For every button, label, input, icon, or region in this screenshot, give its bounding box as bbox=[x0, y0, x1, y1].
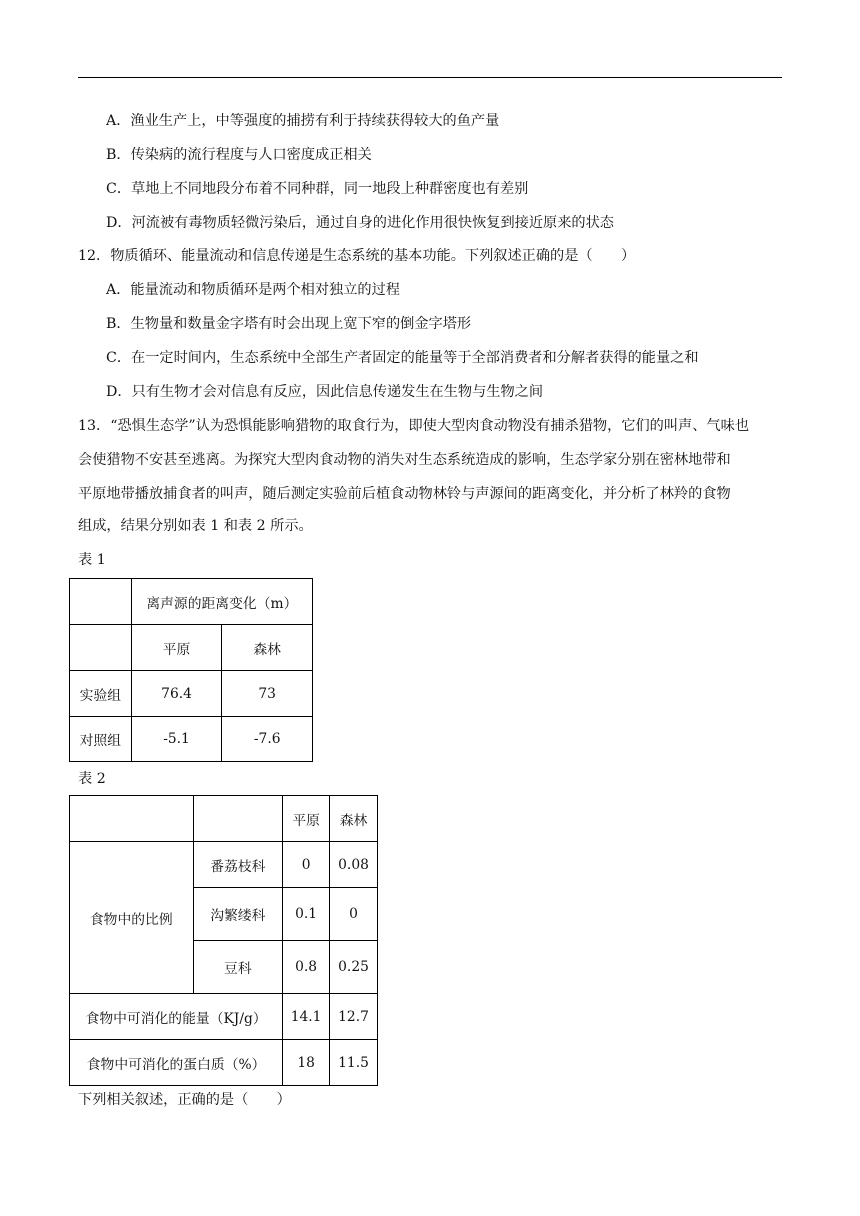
header-rule bbox=[78, 77, 782, 78]
q12-option-c: C．在一定时间内，生态系统中全部生产者固定的能量等于全部消费者和分解者获得的能量之和 bbox=[106, 350, 699, 366]
table1-cell: -7.6 bbox=[222, 717, 313, 762]
table1-cell: 73 bbox=[222, 671, 313, 717]
table1-caption: 表 1 bbox=[78, 552, 106, 568]
table2-col-plain: 平原 bbox=[283, 796, 330, 842]
table2-col-forest: 森林 bbox=[330, 796, 378, 842]
q13-stem-line-1: 13．“恐惧生态学”认为恐惧能影响猎物的取食行为，即使大型肉食动物没有捕杀猎物，它们的叫声、气味也 bbox=[78, 418, 750, 434]
q12-option-d: D．只有生物才会对信息有反应，因此信息传递发生在生物与生物之间 bbox=[106, 384, 544, 400]
q11-option-a: A．渔业生产上，中等强度的捕捞有利于持续获得较大的鱼产量 bbox=[106, 113, 500, 129]
table1 bbox=[69, 578, 313, 762]
table1-cell: -5.1 bbox=[131, 717, 222, 762]
table1-empty-cell bbox=[70, 625, 132, 671]
table1-row-label: 对照组 bbox=[70, 717, 132, 762]
table2-cell: 11.5 bbox=[330, 1040, 378, 1086]
table1-col-forest: 森林 bbox=[222, 625, 313, 671]
table2-cell: 14.1 bbox=[283, 994, 330, 1040]
table2-sub-label: 番荔枝科 bbox=[193, 842, 283, 888]
table2-cell: 0.1 bbox=[283, 888, 330, 941]
q13-stem-line-2: 会使猎物不安甚至逃离。为探究大型肉食动物的消失对生态系统造成的影响，生态学家分别在密林地带和 bbox=[78, 452, 731, 468]
table2-corner-cell bbox=[70, 796, 194, 842]
table2-group-label: 食物中的比例 bbox=[70, 842, 194, 994]
q12-option-b: B．生物量和数量金字塔有时会出现上宽下窄的倒金字塔形 bbox=[106, 316, 472, 332]
table2-cell: 0 bbox=[330, 888, 378, 941]
table2-cell: 0.8 bbox=[283, 941, 330, 994]
q11-option-d: D．河流被有毒物质轻微污染后，通过自身的进化作用很快恢复到接近原来的状态 bbox=[106, 215, 614, 231]
table2-caption: 表 2 bbox=[78, 771, 106, 787]
table1-header: 离声源的距离变化（m） bbox=[131, 579, 312, 625]
table2-sub-label: 豆科 bbox=[193, 941, 283, 994]
table1-col-plain: 平原 bbox=[131, 625, 222, 671]
table2-row-label: 食物中可消化的能量（KJ/g） bbox=[70, 994, 283, 1040]
table2-cell: 12.7 bbox=[330, 994, 378, 1040]
q11-option-c: C．草地上不同地段分布着不同种群，同一地段上种群密度也有差别 bbox=[106, 181, 529, 197]
table2-row-label: 食物中可消化的蛋白质（%） bbox=[70, 1040, 283, 1086]
table2-sub-label: 沟繁缕科 bbox=[193, 888, 283, 941]
table2-cell: 0.08 bbox=[330, 842, 378, 888]
table2-cell: 0.25 bbox=[330, 941, 378, 994]
q13-stem-line-4: 组成，结果分别如表 1 和表 2 所示。 bbox=[78, 518, 313, 534]
q11-option-b: B．传染病的流行程度与人口密度成正相关 bbox=[106, 147, 372, 163]
table2-cell: 18 bbox=[283, 1040, 330, 1086]
table1-cell: 76.4 bbox=[131, 671, 222, 717]
table2-empty-cell bbox=[193, 796, 283, 842]
table1-row-label: 实验组 bbox=[70, 671, 132, 717]
table2 bbox=[69, 795, 378, 1086]
q13-question: 下列相关叙述，正确的是（ ） bbox=[78, 1092, 291, 1108]
table1-corner-cell bbox=[70, 579, 132, 625]
q12-option-a: A．能量流动和物质循环是两个相对独立的过程 bbox=[106, 282, 400, 298]
q12-stem: 12．物质循环、能量流动和信息传递是生态系统的基本功能。下列叙述正确的是（ ） bbox=[78, 248, 636, 264]
table2-cell: 0 bbox=[283, 842, 330, 888]
q13-stem-line-3: 平原地带播放捕食者的叫声，随后测定实验前后植食动物林铃与声源间的距离变化，并分析了林羚的食物 bbox=[78, 486, 731, 502]
